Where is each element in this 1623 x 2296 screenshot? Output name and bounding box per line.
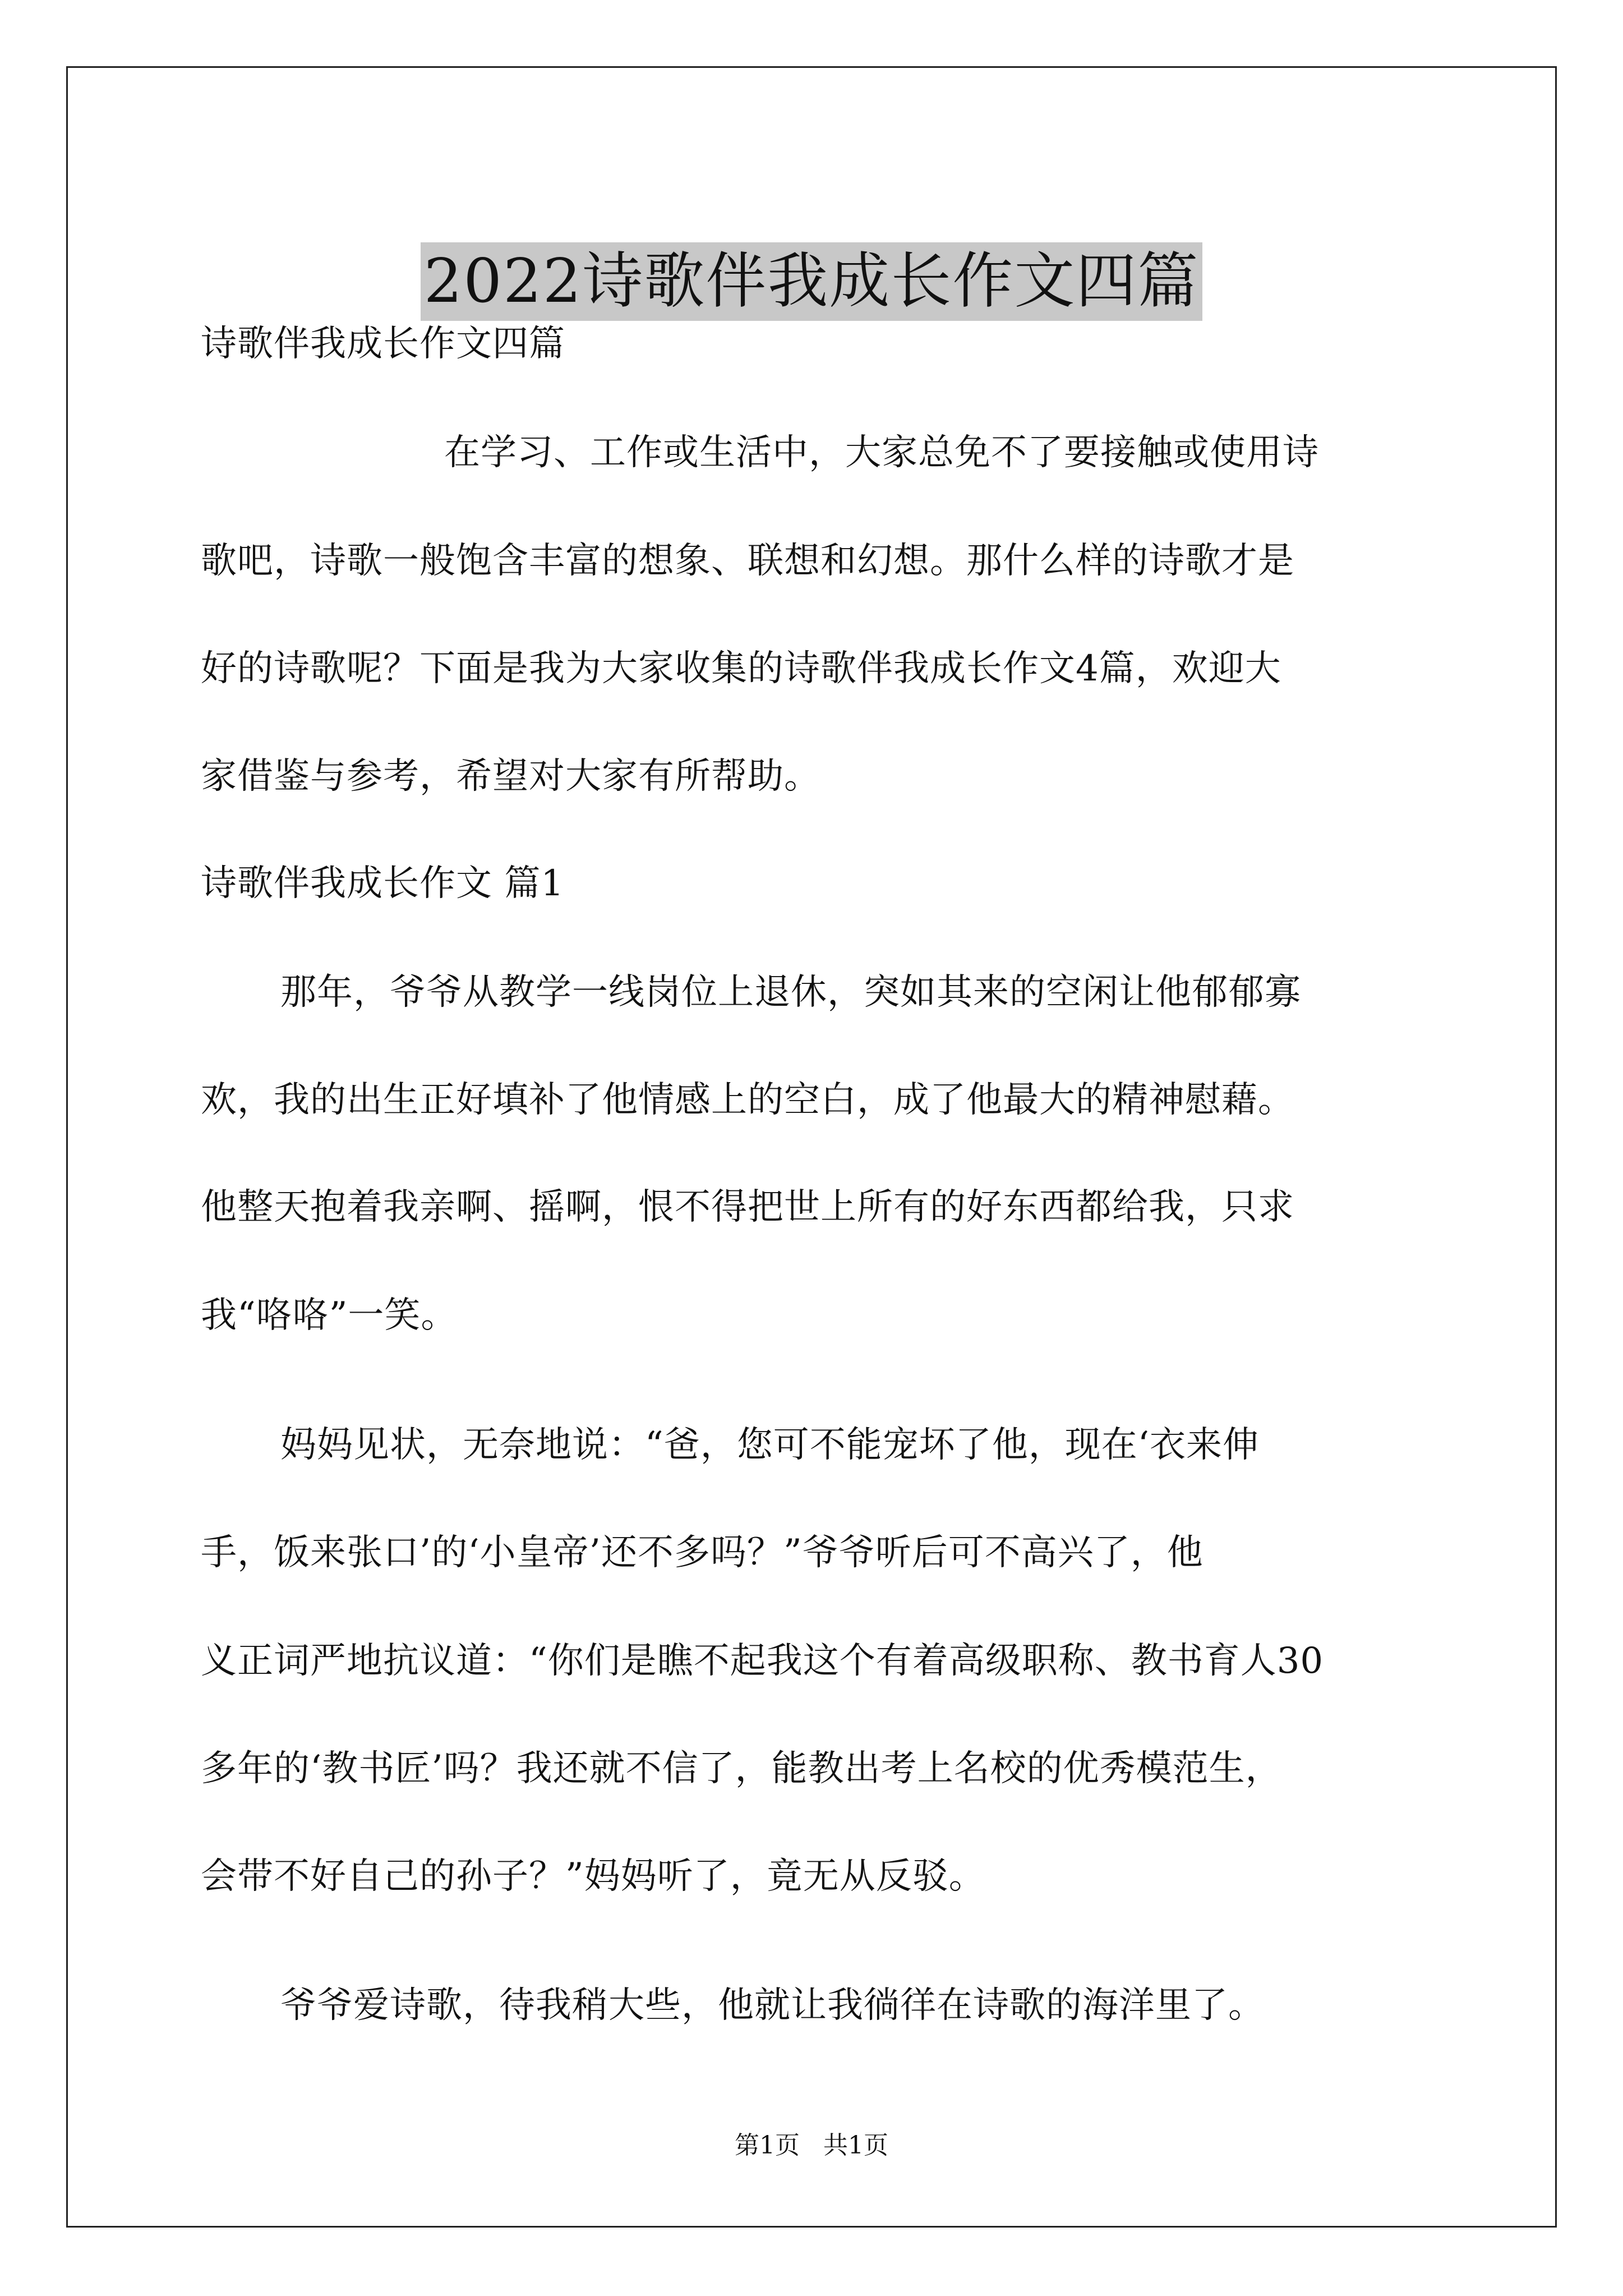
paragraph-line: 会带不好自己的孙子？”妈妈听了，竟无从反驳。 — [201, 1856, 985, 1897]
paragraph-line: 好的诗歌呢？下面是我为大家收集的诗歌伴我成长作文4篇，欢迎大 — [201, 648, 1281, 689]
paragraph-line: 在学习、工作或生活中，大家总免不了要接触或使用诗 — [444, 432, 1319, 473]
page-number-footer: 第1页 共1页 — [735, 2131, 888, 2160]
section-heading: 诗歌伴我成长作文 篇1 — [201, 863, 565, 904]
paragraph-line: 他整天抱着我亲啊、摇啊，恨不得把世上所有的好东西都给我，只求 — [201, 1186, 1294, 1228]
paragraph-line: 家借鉴与参考，希望对大家有所帮助。 — [201, 756, 820, 797]
paragraph-line: 那年，爷爷从教学一线岗位上退休，突如其来的空闲让他郁郁寡 — [280, 972, 1301, 1013]
page-border — [66, 66, 1557, 2228]
paragraph-line: 歌吧，诗歌一般饱含丰富的想象、联想和幻想。那什么样的诗歌才是 — [201, 540, 1294, 582]
paragraph-line: 妈妈见状，无奈地说：“爸，您可不能宠坏了他，现在‘衣来伸 — [280, 1424, 1260, 1466]
paragraph-line: 手，饭来张口’的‘小皇帝’还不多吗？”爷爷听后可不高兴了，他 — [201, 1532, 1204, 1573]
paragraph-line: 爷爷爱诗歌，待我稍大些，他就让我徜徉在诗歌的海洋里了。 — [280, 1985, 1265, 2026]
paragraph-line: 欢，我的出生正好填补了他情感上的空白，成了他最大的精神慰藉。 — [201, 1079, 1294, 1121]
paragraph-line: 多年的‘教书匠’吗？我还就不信了，能教出考上名校的优秀模范生， — [201, 1748, 1282, 1789]
subtitle-line: 诗歌伴我成长作文四篇 — [201, 323, 565, 365]
document-title: 2022诗歌伴我成长作文四篇 — [421, 242, 1203, 321]
paragraph-line: 义正词严地抗议道：“你们是瞧不起我这个有着高级职称、教书育人30 — [201, 1640, 1324, 1682]
paragraph-line: 我“咯咯”一笑。 — [201, 1295, 458, 1336]
